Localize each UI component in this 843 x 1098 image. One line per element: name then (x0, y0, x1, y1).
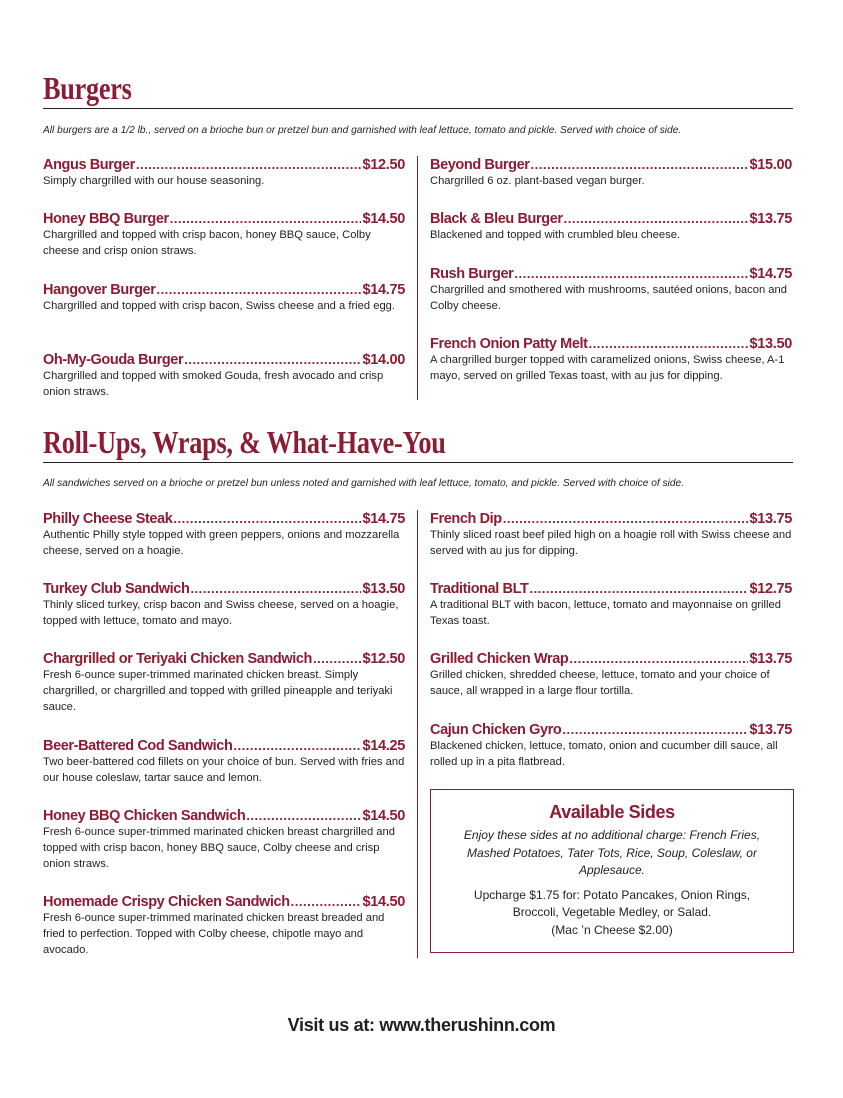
wraps-rule (43, 462, 793, 463)
menu-item (43, 510, 405, 559)
wraps-section-title: Roll-Ups, Wraps, & What-Have-You (43, 424, 446, 460)
menu-item (430, 210, 792, 243)
item-price: $12.75 (749, 581, 792, 597)
menu-item (43, 807, 405, 872)
item-name: Traditional BLT (430, 581, 529, 597)
item-name: Rush Burger (430, 266, 514, 282)
item-description: A traditional BLT with bacon, lettuce, tomato and mayonnaise on grilled Texas toast. (430, 599, 781, 627)
menu-item (43, 737, 405, 786)
dot-leader (233, 737, 361, 754)
menu-item (430, 580, 792, 629)
item-price: $14.75 (362, 282, 405, 298)
item-price: $12.50 (362, 651, 405, 667)
item-name: Homemade Crispy Chicken Sandwich (43, 894, 290, 910)
item-name: Chargrilled or Teriyaki Chicken Sandwich (43, 651, 312, 667)
item-name: Beyond Burger (430, 157, 530, 173)
item-description: Blackened chicken, lettuce, tomato, onion and cucumber dill sauce, all rolled up in a pita flatbread. (430, 740, 778, 768)
burgers-column-divider (417, 156, 418, 400)
dot-leader (170, 210, 362, 227)
item-price: $14.25 (362, 738, 405, 754)
dot-leader (190, 580, 361, 597)
item-price: $13.75 (749, 651, 792, 667)
menu-item (430, 265, 792, 314)
wraps-intro: All sandwiches served on a brioche or pretzel bun unless noted and garnished with leaf lettuce, tomato, and pickle. Served with choice of side. (43, 478, 685, 489)
item-price: $14.50 (362, 808, 405, 824)
item-price: $13.50 (362, 581, 405, 597)
dot-leader (313, 650, 361, 667)
dot-leader (136, 156, 362, 173)
menu-item (43, 650, 405, 715)
item-name: Beer-Battered Cod Sandwich (43, 738, 233, 754)
item-price: $13.50 (749, 336, 792, 352)
dot-leader (503, 510, 749, 527)
burgers-section-title: Burgers (43, 70, 132, 106)
menu-item (43, 893, 405, 958)
menu-item (430, 721, 792, 770)
wraps-column-divider (417, 510, 418, 958)
dot-leader (184, 351, 361, 368)
item-description: Fresh 6-ounce super-trimmed marinated chicken breast breaded and fried to perfection. Topped with Colby cheese, chipotle mayo and avocado. (43, 912, 385, 956)
menu-item (43, 580, 405, 629)
item-description: Two beer-battered cod fillets on your choice of bun. Served with fries and our house coleslaw, tartar sauce and lemon. (43, 756, 405, 784)
item-description: Chargrilled and topped with smoked Gouda, fresh avocado and crisp onion straws. (43, 370, 384, 398)
item-name: Black & Bleu Burger (430, 211, 563, 227)
item-price: $12.50 (362, 157, 405, 173)
available-sides-box (430, 789, 794, 953)
item-description: Chargrilled and topped with crisp bacon, Swiss cheese and a fried egg. (43, 300, 395, 312)
sides-mac-note: (Mac ’n Cheese $2.00) (551, 922, 673, 937)
sides-title: Available Sides (549, 802, 675, 822)
sides-upcharge-list: Upcharge $1.75 for: Potato Pancakes, Onion Rings, Broccoli, Vegetable Medley, or Salad. (473, 887, 751, 919)
item-description: A chargrilled burger topped with caramelized onions, Swiss cheese, A-1 mayo, served on grilled Texas toast, with au jus for dipping. (430, 354, 785, 382)
item-price: $14.50 (362, 211, 405, 227)
item-name: Grilled Chicken Wrap (430, 651, 569, 667)
item-name: French Dip (430, 511, 502, 527)
item-description: Blackened and topped with crumbled bleu cheese. (430, 229, 681, 241)
dot-leader (589, 335, 749, 352)
dot-leader (514, 265, 748, 282)
item-description: Chargrilled 6 oz. plant-based vegan burger. (430, 175, 645, 187)
item-name: Turkey Club Sandwich (43, 581, 190, 597)
dot-leader (564, 210, 749, 227)
menu-item (430, 156, 792, 189)
sides-free-list: Enjoy these sides at no additional charge: French Fries, Mashed Potatoes, Tater Tots, Rice, Soup, Coleslaw, or Applesauce. (463, 828, 761, 877)
item-description: Chargrilled and smothered with mushrooms, sautéed onions, bacon and Colby cheese. (430, 284, 787, 312)
menu-item (43, 281, 405, 314)
menu-item (43, 156, 405, 189)
burgers-rule (43, 108, 793, 109)
item-name: Oh-My-Gouda Burger (43, 352, 184, 368)
dot-leader (529, 580, 748, 597)
item-price: $13.75 (749, 211, 792, 227)
item-name: French Onion Patty Melt (430, 336, 588, 352)
item-name: Angus Burger (43, 157, 135, 173)
dot-leader (246, 807, 361, 824)
burgers-intro: All burgers are a 1/2 lb., served on a brioche bun or pretzel bun and garnished with leaf lettuce, tomato and pickle. Served with choice of side. (43, 125, 682, 136)
website-footer: Visit us at: www.therushinn.com (287, 1015, 556, 1035)
menu-item (430, 335, 792, 384)
item-description: Fresh 6-ounce super-trimmed marinated chicken breast. Simply chargrilled, or chargrilled and topped with grilled pineapple and teriyaki sauce. (43, 669, 393, 713)
item-description: Thinly sliced turkey, crisp bacon and Swiss cheese, served on a hoagie, topped with lettuce, tomato and mayo. (43, 599, 399, 627)
menu-item (430, 650, 792, 699)
item-description: Authentic Philly style topped with green peppers, onions and mozzarella cheese, served on a hoagie. (43, 529, 400, 557)
item-name: Honey BBQ Burger (43, 211, 169, 227)
item-description: Grilled chicken, shredded cheese, lettuce, tomato and your choice of sauce, all wrapped in a large flour tortilla. (430, 669, 770, 697)
item-name: Philly Cheese Steak (43, 511, 173, 527)
item-price: $14.50 (362, 894, 405, 910)
item-description: Chargrilled and topped with crisp bacon, honey BBQ sauce, Colby cheese and crisp onion straws. (43, 229, 371, 257)
dot-leader (156, 281, 361, 298)
menu-item (43, 351, 405, 400)
dot-leader (562, 721, 748, 738)
item-price: $15.00 (749, 157, 792, 173)
dot-leader (569, 650, 748, 667)
item-description: Thinly sliced roast beef piled high on a hoagie roll with Swiss cheese and served with au jus for dipping. (430, 529, 792, 557)
dot-leader (173, 510, 361, 527)
item-price: $14.75 (362, 511, 405, 527)
item-description: Simply chargrilled with our house seasoning. (43, 175, 265, 187)
dot-leader (531, 156, 749, 173)
item-price: $14.75 (749, 266, 792, 282)
item-price: $14.00 (362, 352, 405, 368)
menu-item (43, 210, 405, 259)
dot-leader (291, 893, 362, 910)
item-price: $13.75 (749, 722, 792, 738)
item-description: Fresh 6-ounce super-trimmed marinated chicken breast chargrilled and topped with crisp bacon, honey BBQ sauce, Colby cheese and crisp onion straws. (43, 826, 395, 870)
item-name: Hangover Burger (43, 282, 156, 298)
item-name: Honey BBQ Chicken Sandwich (43, 808, 246, 824)
menu-item (430, 510, 792, 559)
item-name: Cajun Chicken Gyro (430, 722, 562, 738)
item-price: $13.75 (749, 511, 792, 527)
